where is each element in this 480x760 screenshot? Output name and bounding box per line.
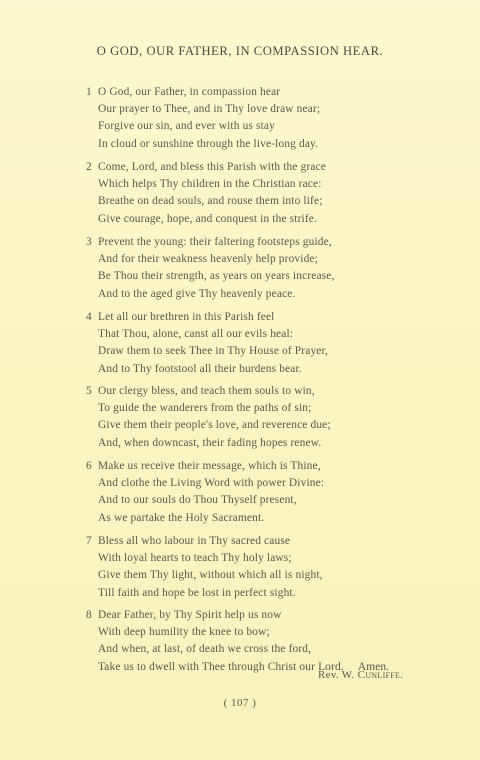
verse-line: That Thou, alone, canst all our evils heal: bbox=[98, 328, 294, 341]
verse-number: 3 bbox=[86, 236, 92, 248]
author-name: Cunliffe. bbox=[357, 669, 404, 681]
verse-line: Give courage, hope, and conquest in the strife. bbox=[98, 212, 317, 225]
verse-line: Be Thou their strength, as years on years increase, bbox=[98, 270, 335, 283]
verse-line: And to the aged give Thy heavenly peace. bbox=[98, 287, 296, 300]
verse-number: 6 bbox=[86, 460, 92, 472]
verse-line: With deep humility the knee to bow; bbox=[98, 626, 270, 639]
verse-line: 6 Make us receive their message, which is Thine, bbox=[86, 458, 324, 475]
amen: Amen. bbox=[357, 660, 390, 673]
verse-line: As we partake the Holy Sacrament. bbox=[98, 511, 265, 524]
verse-line: Give them Thy light, without which all is night, bbox=[98, 569, 323, 582]
verse-line: Breathe on dead souls, and rouse them into life; bbox=[98, 195, 323, 208]
verse-8 bbox=[86, 607, 389, 676]
verse-number: 8 bbox=[86, 609, 92, 621]
verse-5 bbox=[86, 383, 331, 452]
verse-line: 3 Prevent the young: their faltering footsteps guide, bbox=[86, 234, 334, 251]
verse-line: In cloud or sunshine through the live-long day. bbox=[98, 137, 319, 150]
verse-line: Draw them to seek Thee in Thy House of Prayer, bbox=[98, 345, 328, 358]
verse-line: And, when downcast, their fading hopes renew. bbox=[98, 436, 322, 449]
verse-number: 4 bbox=[86, 311, 92, 323]
verse-line: 2 Come, Lord, and bless this Parish with the grace bbox=[86, 159, 326, 176]
verse-number: 1 bbox=[86, 86, 92, 98]
verse-6 bbox=[86, 458, 324, 527]
author-attribution bbox=[318, 669, 403, 681]
verse-number: 2 bbox=[86, 161, 92, 173]
verse-line: To guide the wanderers from the paths of sin; bbox=[98, 402, 312, 415]
verse-line: 7 Bless all who labour in Thy sacred cause bbox=[86, 533, 323, 550]
verse-line: And for their weakness heavenly help provide; bbox=[98, 253, 318, 266]
author-prefix: Rev. W. bbox=[318, 669, 355, 681]
verse-3 bbox=[86, 234, 334, 303]
verse-line: With loyal hearts to teach Thy holy laws; bbox=[98, 552, 292, 565]
verse-line: 5 Our clergy bless, and teach them souls to win, bbox=[86, 383, 331, 400]
verse-line: Till faith and hope be lost in perfect sight. bbox=[98, 586, 296, 599]
verse-line: And clothe the Living Word with power Divine: bbox=[98, 477, 325, 490]
verse-line: Give them their people's love, and reverence due; bbox=[98, 419, 331, 432]
verse-line: 1 O God, our Father, in compassion hear bbox=[86, 84, 320, 101]
verse-line: And to Thy footstool all their burdens bear. bbox=[98, 362, 302, 375]
verse-1 bbox=[86, 84, 320, 153]
verse-line: 4 Let all our brethren in this Parish feel bbox=[86, 309, 328, 326]
verse-line: And when, at last, of death we cross the ford, bbox=[98, 643, 312, 656]
verse-line: And to our souls do Thou Thyself present, bbox=[98, 494, 297, 507]
verse-number: 7 bbox=[86, 535, 92, 547]
verse-line: Our prayer to Thee, and in Thy love draw near; bbox=[98, 103, 321, 116]
verse-4 bbox=[86, 309, 328, 378]
page-number: ( 107 ) bbox=[223, 697, 257, 709]
verse-line: Forgive our sin, and ever with us stay bbox=[98, 120, 275, 133]
hymn-title: O GOD, OUR FATHER, IN COMPASSION HEAR. bbox=[96, 44, 384, 58]
verse-7 bbox=[86, 533, 323, 602]
verse-line: 8 Dear Father, by Thy Spirit help us now bbox=[86, 607, 389, 624]
verse-line: Which helps Thy children in the Christian race: bbox=[98, 178, 322, 191]
verse-line: Take us to dwell with Thee through Christ our Lord. Amen. bbox=[98, 660, 390, 673]
verse-2 bbox=[86, 159, 326, 228]
verse-number: 5 bbox=[86, 385, 92, 397]
